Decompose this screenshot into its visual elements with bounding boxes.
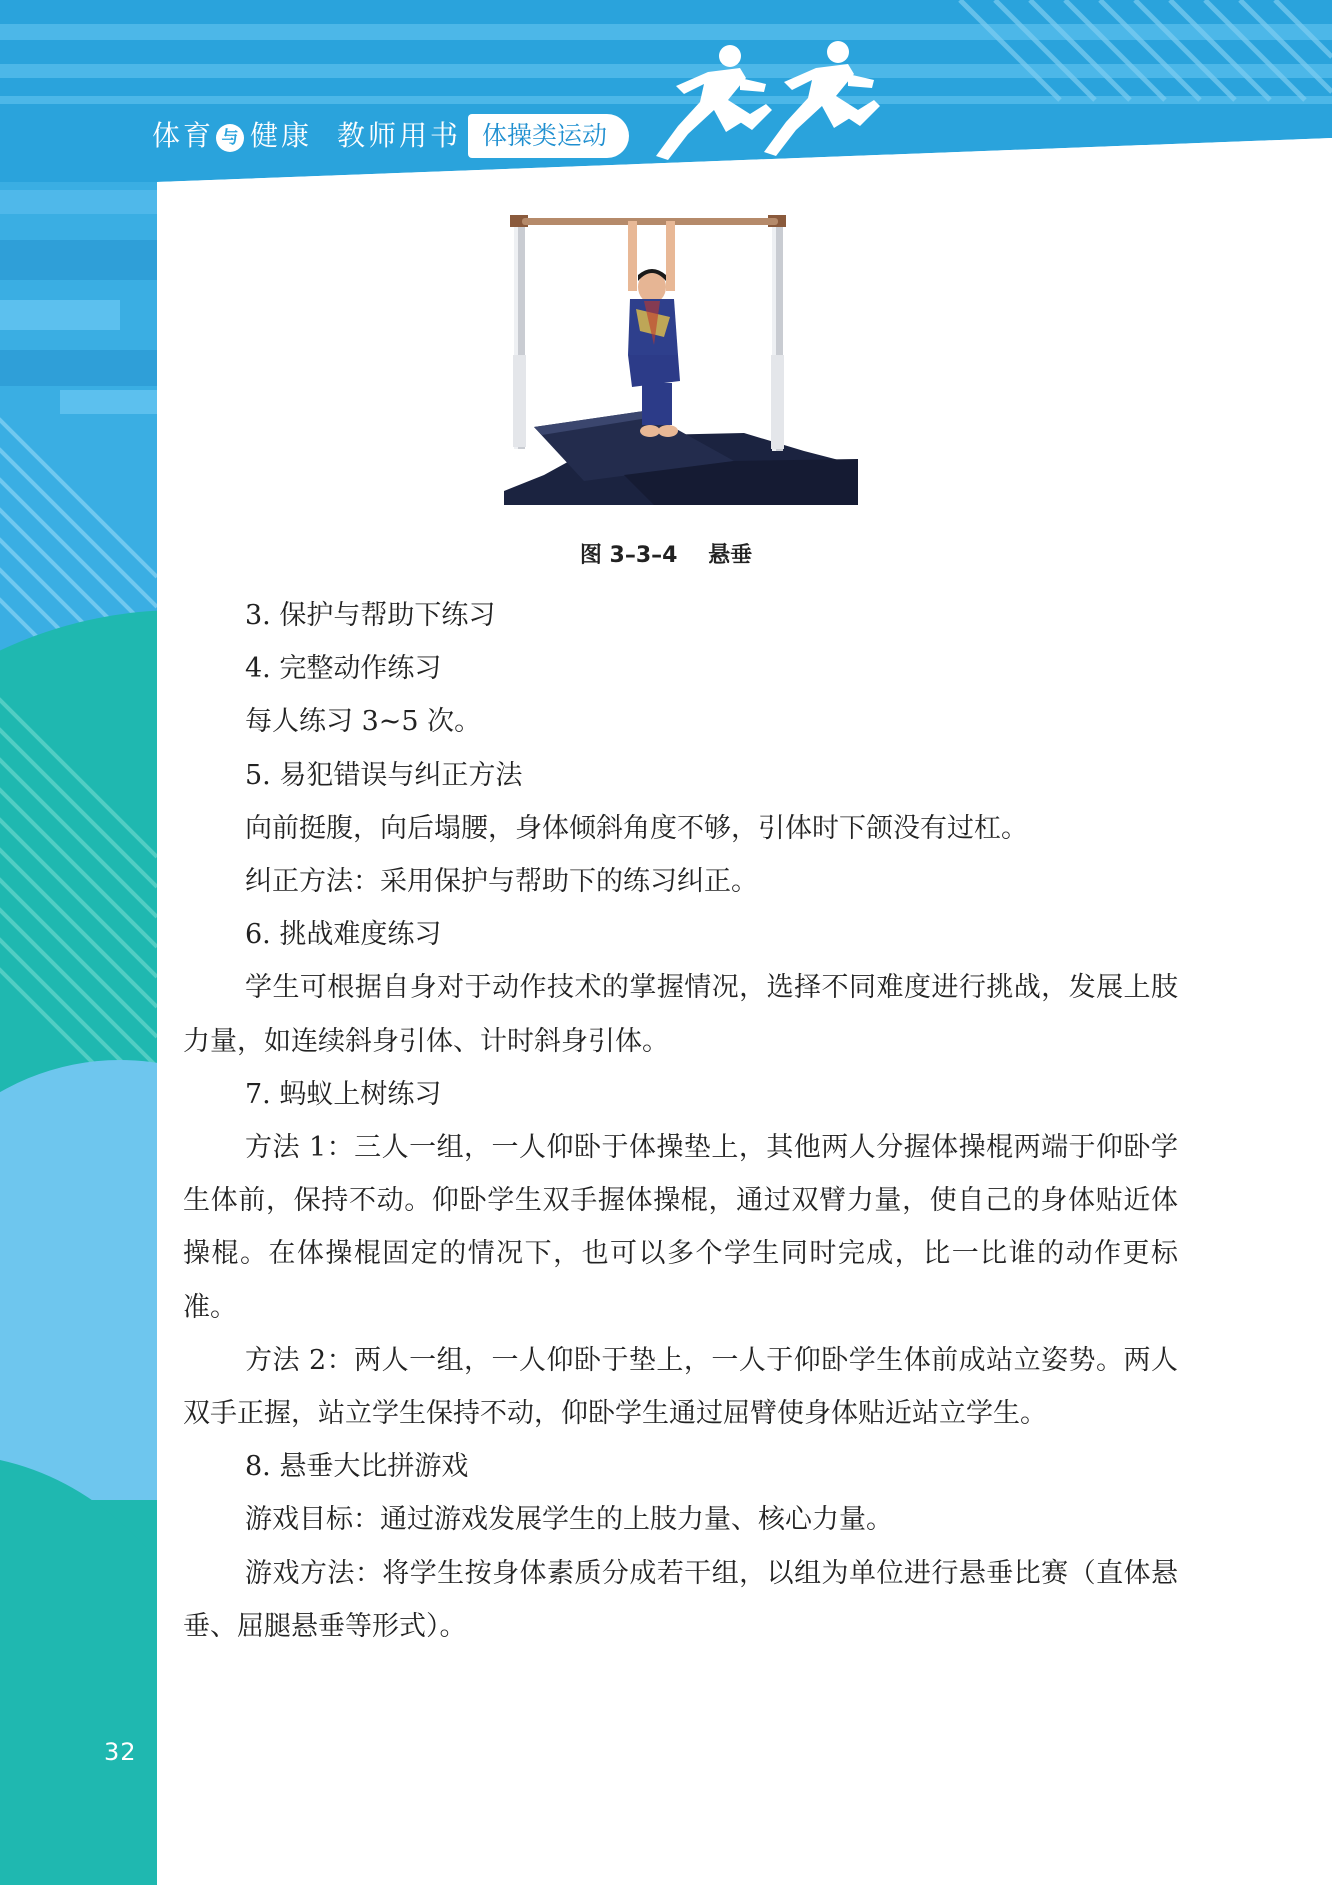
book-title-part-2: 健康 xyxy=(250,119,313,152)
paragraph-7b: 方法 2：两人一组，一人仰卧于垫上，一人于仰卧学生体前成站立姿势。两人双手正握，站立学生保持不动，仰卧学生通过屈臂使身体贴近站立学生。 xyxy=(183,1344,1178,1430)
running-figures-icon xyxy=(648,38,884,166)
paragraph-8a: 游戏目标：通过游戏发展学生的上肢力量、核心力量。 xyxy=(245,1504,893,1536)
page-number: 32 xyxy=(104,1738,137,1766)
heading-6: 6. 挑战难度练习 xyxy=(245,919,442,951)
paragraph-5a: 向前挺腹，向后塌腰，身体倾斜角度不够，引体时下颌没有过杠。 xyxy=(245,812,1028,844)
book-title-connector-badge: 与 xyxy=(216,124,244,152)
paragraph-4: 每人练习 3~5 次。 xyxy=(245,706,482,738)
paragraph-7a: 方法 1：三人一组，一人仰卧于体操垫上，其他两人分握体操棍两端于仰卧学生体前，保持不动。仰卧学生双手握体操棍，通过双臂力量，使自己的身体贴近体操棍。在体操棍固定的情况下，也可以多个学生同时完成，比一比谁的动作更标准。 xyxy=(183,1132,1178,1323)
heading-5: 5. 易犯错误与纠正方法 xyxy=(245,759,523,791)
paragraph-5b: 纠正方法：采用保护与帮助下的练习纠正。 xyxy=(245,866,758,898)
heading-7: 7. 蚂蚁上树练习 xyxy=(245,1078,442,1110)
heading-8: 8. 悬垂大比拼游戏 xyxy=(245,1451,469,1483)
left-decorative-panel xyxy=(0,0,157,1885)
figure-caption: 图 3–3–4 悬垂 xyxy=(579,543,753,568)
paragraph-8b: 游戏方法：将学生按身体素质分成若干组，以组为单位进行悬垂比赛（直体悬垂、屈腿悬垂等形式）。 xyxy=(183,1557,1178,1642)
heading-3: 3. 保护与帮助下练习 xyxy=(245,600,496,631)
heading-4: 4. 完整动作练习 xyxy=(245,653,442,685)
body-text xyxy=(183,589,1178,1653)
chapter-tab: 体操类运动 xyxy=(468,114,629,158)
book-title-part-1: 体育 xyxy=(152,119,215,152)
student-hanging-on-horizontal-bar-photo xyxy=(504,205,858,505)
paragraph-6: 学生可根据自身对于动作技术的掌握情况，选择不同难度进行挑战，发展上肢力量，如连续斜身引体、计时斜身引体。 xyxy=(183,972,1178,1057)
book-subtitle: 教师用书 xyxy=(337,119,462,152)
